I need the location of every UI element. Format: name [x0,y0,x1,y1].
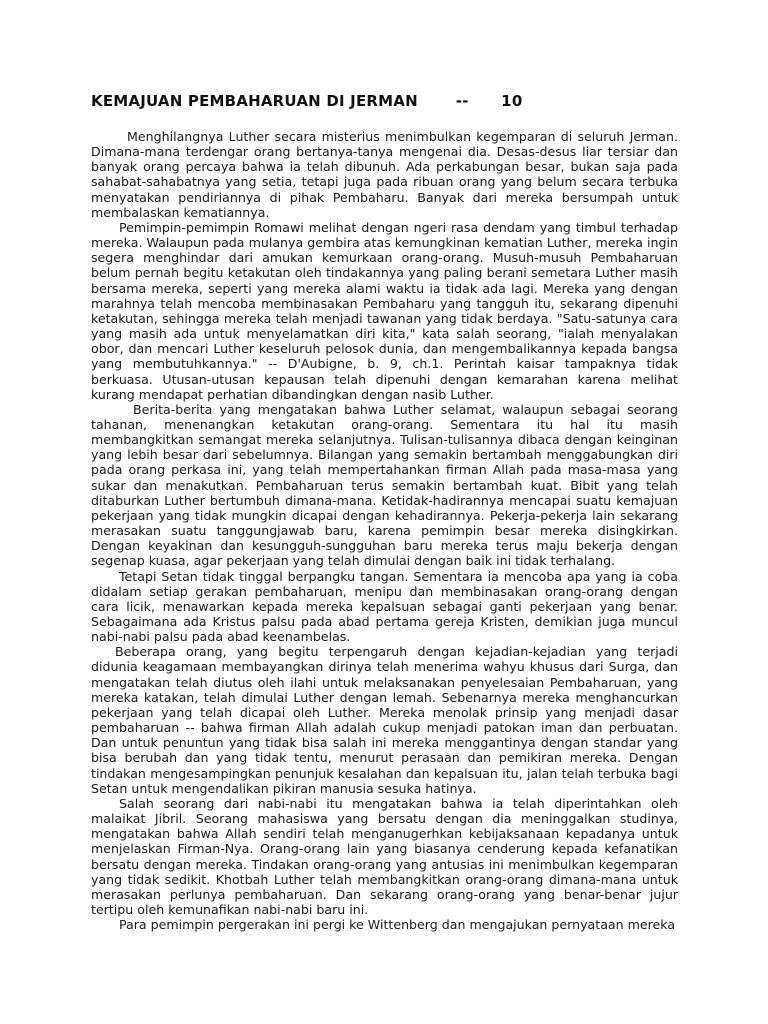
paragraph-5: Beberapa orang, yang begitu terpengaruh dengan kejadian-kejadian yang terjadi didunia keagamaan membayangkan dirinya telah menerima wahyu khusus dari Surga, dan mengatakan telah diutus oleh ilahi untuk melaksanakan penyelesaian Pembaharuan, yang mereka katakan, telah dimulai Luther dengan lemah. Sebenarnya mereka menghancurkan pekerjaan yang telah dicapai oleh Luther. Mereka menolak prinsip yang menjadi dasar pembaharuan -- bahwa firman Allah adalah cukup menjadi patokan iman dan perbuatan. Dan untuk penuntun yang tidak bisa salah ini mereka menggantinya dengan standar yang bisa berubah dan yang tidak tentu, menurut perasaan dan pemikiran mereka. Dengan tindakan mengesampingkan penunjuk kesalahan dan kepalsuan itu, jalan telah terbuka bagi Setan untuk mengendalikan pikiran manusia sesuka hatinya. [91,644,678,796]
page-title: KEMAJUAN PEMBAHARUAN DI JERMAN -- 10 [91,92,523,110]
paragraph-1: Menghilangnya Luther secara misterius menimbulkan kegemparan di seluruh Jerman. Dimana-mana terdengar orang bertanya-tanya mengenai dia. Desas-desus liar tersiar dan banyak orang percaya bahwa ia telah dibunuh. Ada perkabungan besar, bukan saja pada sahabat-sahabatnya yang setia, tetapi juga pada ribuan orang yang belum secara terbuka menyatakan pendiriannya di pihak Pembaharu. Banyak dari mereka bersumpah untuk membalaskan kematiannya. [91,129,678,220]
paragraph-2: Pemimpin-pemimpin Romawi melihat dengan ngeri rasa dendam yang timbul terhadap mereka. Walaupun pada mulanya gembira atas kemungkinan kematian Luther, mereka ingin segera menghindar dari amukan kemurkaan orang-orang. Musuh-musuh Pembaharuan belum pernah begitu ketakutan oleh tindakannya yang paling berani semetara Luther masih bersama mereka, seperti yang mereka alami waktu ia tidak ada lagi. Mereka yang dengan marahnya telah mencoba membinasakan Pembaharu yang tangguh itu, sekarang dipenuhi ketakutan, sehingga mereka telah menjadi tawanan yang tidak berdaya. "Satu-satunya cara yang masih ada untuk menyelamatkan diri kita," kata salah seorang, "ialah menyalakan obor, dan mencari Luther keseluruh pelosok dunia, dan mengembalikannya kepada bangsa yang membutuhkannya." -- D'Aubigne, b. 9, ch.1. Perintah kaisar tampaknya tidak berkuasa. Utusan-utusan kepausan telah dipenuhi dengan kemarahan karena melihat kurang mendapat perhatian dibandingkan dengan nasib Luther. [91,219,678,402]
paragraph-3: Berita-berita yang mengatakan bahwa Luther selamat, walaupun sebagai seorang tahanan, menenangkan ketakutan orang-orang. Sementara itu hal itu masih membangkitkan semangat mereka selanjutnya. Tulisan-tulisannya dibaca dengan keinginan yang lebih besar dari sebelumnya. Bilangan yang semakin bertambah menggabungkan diri pada orang perkasa ini, yang telah mempertahankan firman Allah pada masa-masa yang sukar dan menakutkan. Pembaharuan terus semakin bertambah kuat. Bibit yang telah ditaburkan Luther bertumbuh dimana-mana. Ketidak-hadirannya mencapai suatu kemajuan pekerjaan yang tidak mungkin dicapai dengan kehadirannya. Pekerja-pekerja lain sekarang merasakan suatu tanggungjawab baru, karena pemimpin besar mereka disingkirkan. Dengan keyakinan dan kesungguh-sungguhan baru mereka terus maju bekerja dengan segenap kuasa, agar pekerjaan yang telah dimulai dengan baik ini tidak terhalang. [91,401,678,569]
paragraph-6: Salah seorang dari nabi-nabi itu mengatakan bahwa ia telah diperintahkan oleh malaikat Jibril. Seorang mahasiswa yang bersatu dengan dia meninggalkan studinya, mengatakan bahwa Allah sendiri telah menganugerhkan kebijaksanaan kepadanya untuk menjelaskan Firman-Nya. Orang-orang lain yang biasanya cenderung kepada kefanatikan bersatu dengan mereka. Tindakan orang-orang yang antusias ini menimbulkan kegemparan yang tidak sedikit. Khotbah Luther telah membangkitkan orang-orang dimana-mana untuk merasakan perlunya pembaharuan. Dan sekarang orang-orang yang benar-benar jujur tertipu oleh kemunafikan nabi-nabi baru ini. [91,795,678,917]
body-text [91,129,678,932]
paragraph-7: Para pemimpin pergerakan ini pergi ke Wittenberg dan mengajukan pernyataan mereka [119,917,676,933]
paragraph-4: Tetapi Setan tidak tinggal berpangku tangan. Sementara ia mencoba apa yang ia coba didalam setiap gerakan pembaharuan, menipu dan membinasakan orang-orang dengan cara licik, menawarkan kepada mereka kepalsuan sebagai ganti pekerjaan yang benar. Sebagaimana ada Kristus palsu pada abad pertama gereja Kristen, demikian juga muncul nabi-nabi palsu pada abad keenambelas. [91,568,678,645]
